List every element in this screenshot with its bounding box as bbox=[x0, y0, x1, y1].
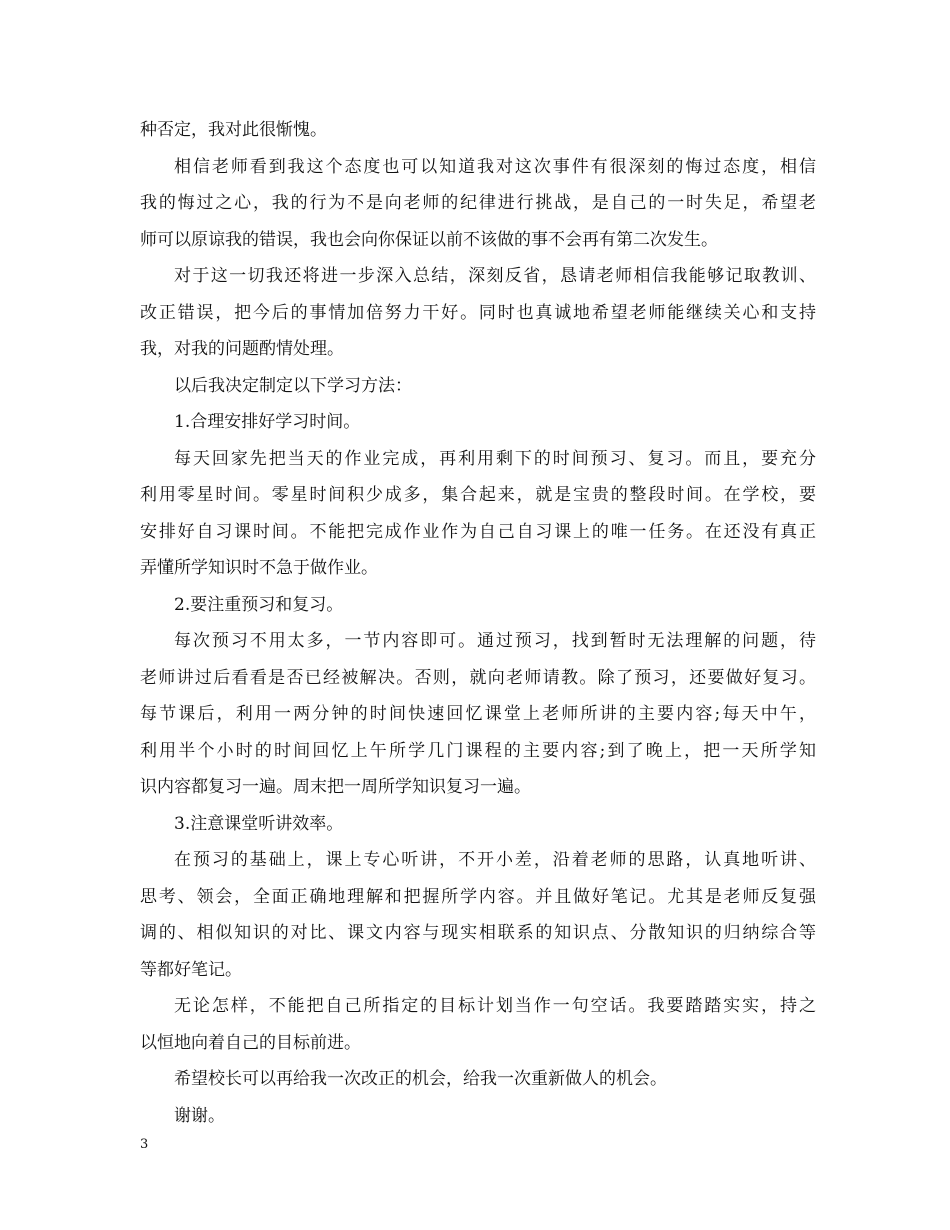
text-line: 3.注意课堂听讲效率。 bbox=[174, 813, 344, 834]
paragraph bbox=[140, 112, 816, 149]
text-line: 2.要注重预习和复习。 bbox=[174, 594, 344, 615]
paragraph bbox=[140, 842, 816, 988]
section-heading bbox=[140, 806, 816, 843]
text-line: 相信老师看到我这个态度也可以知道我对这次事件有很深刻的悔过态度，相信 bbox=[174, 156, 816, 177]
text-line: 我的悔过之心，我的行为不是向老师的纪律进行挑战，是自己的一时失足，希望老 bbox=[140, 193, 816, 213]
text-line: 每次预习不用太多，一节内容即可。通过预习，找到暂时无法理解的问题，待 bbox=[174, 631, 816, 651]
text-line: 无论怎样，不能把自己所指定的目标计划当作一句空话。我要踏踏实实，持之 bbox=[174, 996, 816, 1016]
text-line: 利用半个小时的时间回忆上午所学几门课程的主要内容;到了晚上，把一天所学知 bbox=[140, 740, 816, 761]
text-line: 利用零星时间。零星时间积少成多，集合起来，就是宝贵的整段时间。在学校，要 bbox=[140, 485, 816, 505]
text-line: 弄懂所学知识时不急于做作业。 bbox=[140, 558, 378, 578]
text-line: 每天回家先把当天的作业完成，再利用剩下的时间预习、复习。而且，要充分 bbox=[174, 448, 816, 469]
text-line: 安排好自习课时间。不能把完成作业作为自己自习课上的唯一任务。在还没有真正 bbox=[140, 521, 816, 542]
body-text bbox=[140, 112, 816, 1134]
text-line: 对于这一切我还将进一步深入总结，深刻反省，恳请老师相信我能够记取教训、 bbox=[174, 266, 816, 286]
paragraph bbox=[140, 149, 816, 259]
section-heading bbox=[140, 404, 816, 441]
text-line: 以恒地向着自己的目标前进。 bbox=[140, 1032, 361, 1053]
text-line: 谢谢。 bbox=[174, 1105, 225, 1126]
text-line: 老师讲过后看看是否已经被解决。否则，就向老师请教。除了预习，还要做好复习。 bbox=[140, 667, 816, 688]
closing bbox=[140, 1098, 816, 1135]
text-line: 希望校长可以再给我一次改正的机会，给我一次重新做人的机会。 bbox=[174, 1069, 667, 1089]
paragraph bbox=[140, 623, 816, 806]
text-line: 每节课后，利用一两分钟的时间快速回忆课堂上老师所讲的主要内容;每天中午， bbox=[140, 704, 816, 724]
text-line: 师可以原谅我的错误，我也会向你保证以前不该做的事不会再有第二次发生。 bbox=[140, 229, 718, 250]
paragraph bbox=[140, 1061, 816, 1098]
paragraph bbox=[140, 368, 816, 405]
text-line: 我，对我的问题酌情处理。 bbox=[140, 339, 344, 359]
text-line: 等都好笔记。 bbox=[140, 959, 242, 980]
section-heading bbox=[140, 587, 816, 624]
text-line: 以后我决定制定以下学习方法： bbox=[174, 375, 412, 396]
paragraph bbox=[140, 258, 816, 368]
paragraph bbox=[140, 988, 816, 1061]
text-line: 识内容都复习一遍。周末把一周所学知识复习一遍。 bbox=[140, 777, 531, 797]
text-line: 思考、领会，全面正确地理解和把握所学内容。并且做好笔记。尤其是老师反复强 bbox=[140, 886, 816, 907]
text-line: 1.合理安排好学习时间。 bbox=[174, 412, 361, 432]
text-line: 在预习的基础上，课上专心听讲，不开小差，沿着老师的思路，认真地听讲、 bbox=[174, 850, 816, 870]
text-line: 种否定，我对此很惭愧。 bbox=[140, 120, 327, 140]
text-line: 调的、相似知识的对比、课文内容与现实相联系的知识点、分散知识的归纳综合等 bbox=[140, 923, 816, 943]
text-line: 改正错误，把今后的事情加倍努力干好。同时也真诚地希望老师能继续关心和支持 bbox=[140, 302, 816, 323]
page-number: 3 bbox=[140, 1137, 149, 1152]
paragraph bbox=[140, 441, 816, 587]
